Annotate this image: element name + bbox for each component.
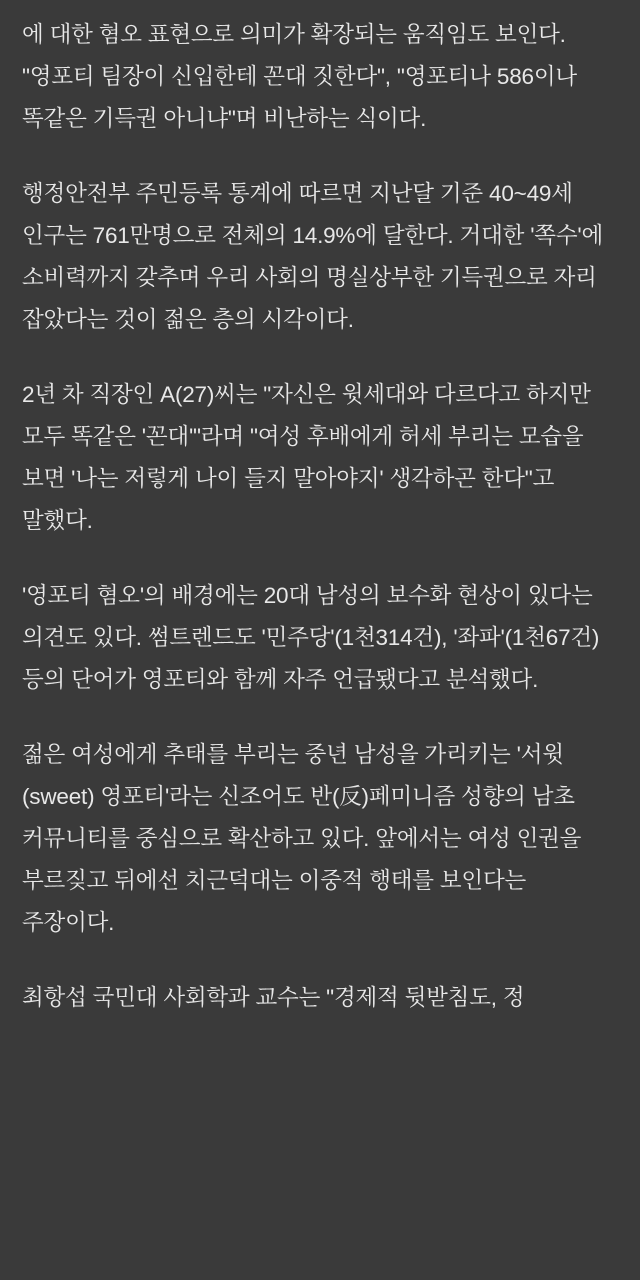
article-paragraph: 젊은 여성에게 추태를 부리는 중년 남성을 가리키는 '서윗(sweet) 영포티'라는 신조어도 반(反)페미니즘 성향의 남초 커뮤니티를 중심으로 확산하고 있다. 앞에서는 여성 인권을 부르짖고 뒤에선 치근덕대는 이중적 행태를 보인다는 주장이다. [22, 742, 582, 935]
article-paragraph: 에 대한 혐오 표현으로 의미가 확장되는 움직임도 보인다. "영포티 팀장이 신입한테 꼰대 짓한다", "영포티나 586이나 똑같은 기득권 아니냐"며 비난하는 식이다. [22, 22, 577, 131]
article-paragraph: 행정안전부 주민등록 통계에 따르면 지난달 기준 40~49세 인구는 761만명으로 전체의 14.9%에 달한다. 거대한 '쪽수'에 소비력까지 갖추며 우리 사회의 명실상부한 기득권으로 자리 잡았다는 것이 젊은 층의 시각이다. [22, 181, 603, 332]
article-paragraph: 2년 차 직장인 A(27)씨는 "자신은 윗세대와 다르다고 하지만 모두 똑같은 '꼰대'"라며 "여성 후배에게 허세 부리는 모습을 보면 '나는 저렇게 나이 들지 말아야지' 생각하곤 한다"고 말했다. [22, 382, 591, 533]
article-paragraph: '영포티 혐오'의 배경에는 20대 남성의 보수화 현상이 있다는 의견도 있다. 썸트렌드도 '민주당'(1천314건), '좌파'(1천67건) 등의 단어가 영포티와 함께 자주 언급됐다고 분석했다. [22, 583, 600, 692]
article-paragraph: 최항섭 국민대 사회학과 교수는 "경제적 뒷받침도, 정 [22, 985, 525, 1010]
